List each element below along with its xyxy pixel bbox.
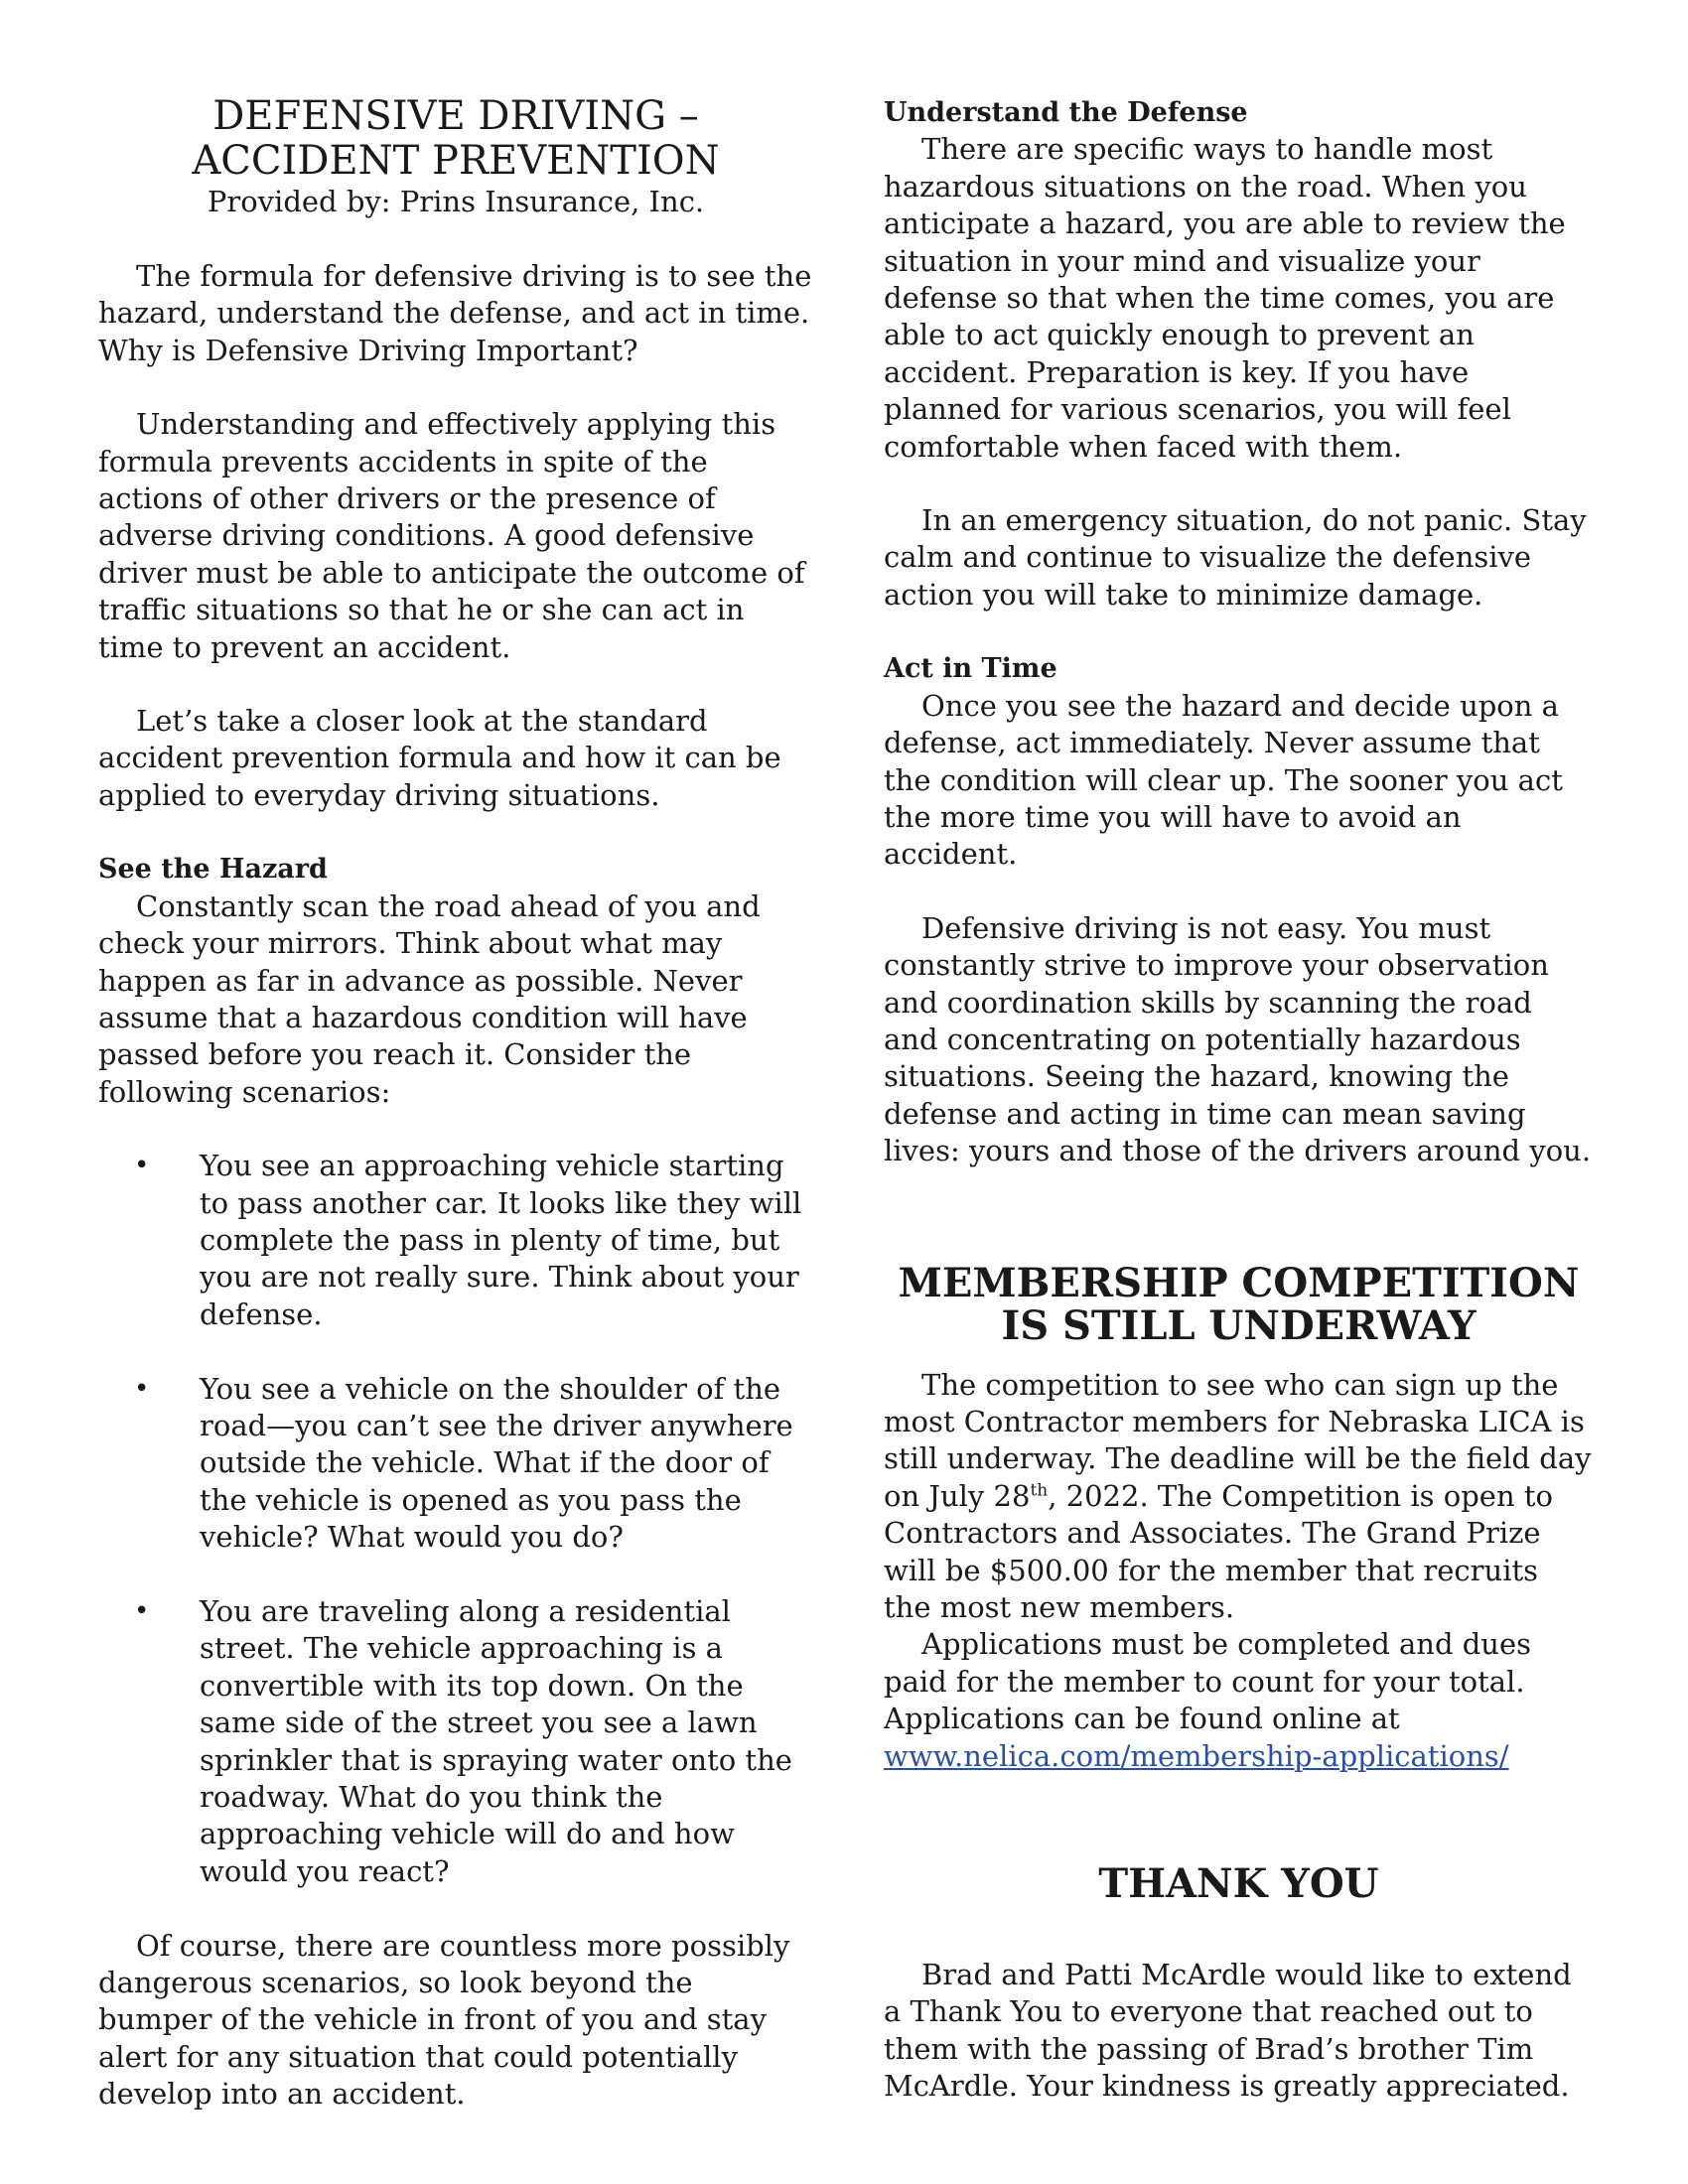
membership-applications-link[interactable]: www.nelica.com/membership-applications/ (884, 1738, 1509, 1773)
closing-paragraph: Of course, there are countless more possibly dangerous scenarios, so look beyond the bumper of the vehicle in front of you and stay alert for any situation that could potentially develop into an accident. (98, 1928, 790, 2112)
list-item (98, 1371, 813, 1557)
bullet-icon: • (134, 1595, 150, 1626)
membership-title-line2: IS STILL UNDERWAY (1001, 1301, 1477, 1349)
understand-defense-heading: Understand the Defense (884, 97, 1248, 128)
bullet-icon: • (134, 1151, 150, 1181)
act-in-time-heading: Act in Time (884, 653, 1057, 685)
thank-you-title: THANK YOU (1098, 1860, 1379, 1908)
left-column (98, 94, 813, 2114)
thank-you-paragraph: Brad and Patti McArdle would like to extend a Thank You to everyone that reached out to them with the passing of Brad’s brother Tim McArdle. Your kindness is greatly appreciated. (884, 1958, 1572, 2104)
ordinal-suffix: th (1030, 1480, 1049, 1501)
article-title-line1: DEFENSIVE DRIVING – (212, 93, 699, 139)
scenario-text: You see an approaching vehicle starting to pass another car. It looks like they will complete the pass in plenty of time, but you are not really sure. Think about your defense. (200, 1149, 802, 1331)
membership-text-after: , 2022. The Competition is open to Contractors and Associates. The Grand Prize will be $500.00 for the member that recruits the most new members. (884, 1478, 1553, 1624)
formula-paragraph: Understanding and effectively applying this formula prevents accidents in spite of the actions of other drivers or the presence of adverse driving conditions. A good defensive driver must be able to anticipate the outcome of traffic situations so that he or she can act in time to prevent an accident. (98, 407, 805, 664)
see-hazard-heading: See the Hazard (98, 854, 328, 886)
scenario-list (98, 1148, 813, 1890)
scenario-text: You are traveling along a residential street. The vehicle approaching is a convertible with its top down. On the same side of the street you see a lawn sprinkler that is spraying water onto the roadway. What do you think the approaching vehicle will do and how would you react? (200, 1593, 792, 1888)
membership-text-before: The competition to see who can sign up the most Contractor members for Nebraska LICA is still underway. The deadline will be the field day on July 28 (884, 1367, 1592, 1513)
closer-look-paragraph: Let’s take a closer look at the standard accident prevention formula and how it can be applied to everyday driving situations. (98, 704, 781, 812)
act-in-time-paragraph: Once you see the hazard and decide upon a defense, act immediately. Never assume that the condition will clear up. The sooner you act the more time you will have to avoid an accident. (884, 688, 1563, 872)
see-hazard-paragraph: Constantly scan the road ahead of you and check your mirrors. Think about what may happen as far in advance as possible. Never assume that a hazardous condition will have passed before you reach it. Consider the following scenarios: (98, 888, 761, 1109)
membership-title-line1: MEMBERSHIP COMPETITION (898, 1259, 1580, 1306)
emergency-paragraph: In an emergency situation, do not panic. Stay calm and continue to visualize the defensive action you will take to minimize damage. (884, 503, 1587, 612)
understand-defense-paragraph: There are specific ways to handle most hazardous situations on the road. When you anticipate a hazard, you are able to review the situation in your mind and visualize your defense so that when the time comes, you are able to act quickly enough to prevent an accident. Preparation is key. If you have planned for various scenarios, you will feel comfortable when faced with them. (884, 132, 1566, 464)
applications-paragraph (884, 1626, 1594, 1775)
defensive-summary-paragraph: Defensive driving is not easy. You must constantly strive to improve your observation and coordination skills by scanning the road and concentrating on potentially hazardous situations. Seeing the hazard, knowing the defense and acting in time can mean saving lives: yours and those of the drivers around you. (884, 910, 1592, 1168)
list-item (98, 1148, 813, 1333)
article-byline: Provided by: Prins Insurance, Inc. (207, 185, 705, 218)
scenario-text: You see a vehicle on the shoulder of the road—you can’t see the driver anywhere outside the vehicle. What if the door of the vehicle is opened as you pass the vehicle? What would you do? (200, 1371, 793, 1555)
bullet-icon: • (134, 1373, 150, 1404)
article-title-line2: ACCIDENT PREVENTION (192, 138, 720, 184)
article-title (98, 94, 813, 184)
membership-paragraph (884, 1367, 1594, 1627)
applications-text: Applications must be completed and dues paid for the member to count for your total. Applications can be found online at (884, 1627, 1532, 1736)
membership-title (884, 1259, 1594, 1349)
list-item (98, 1593, 813, 1890)
intro-paragraph: The formula for defensive driving is to see the hazard, understand the defense, and act in time. Why is Defensive Driving Important? (98, 259, 812, 367)
right-column (884, 94, 1594, 2106)
